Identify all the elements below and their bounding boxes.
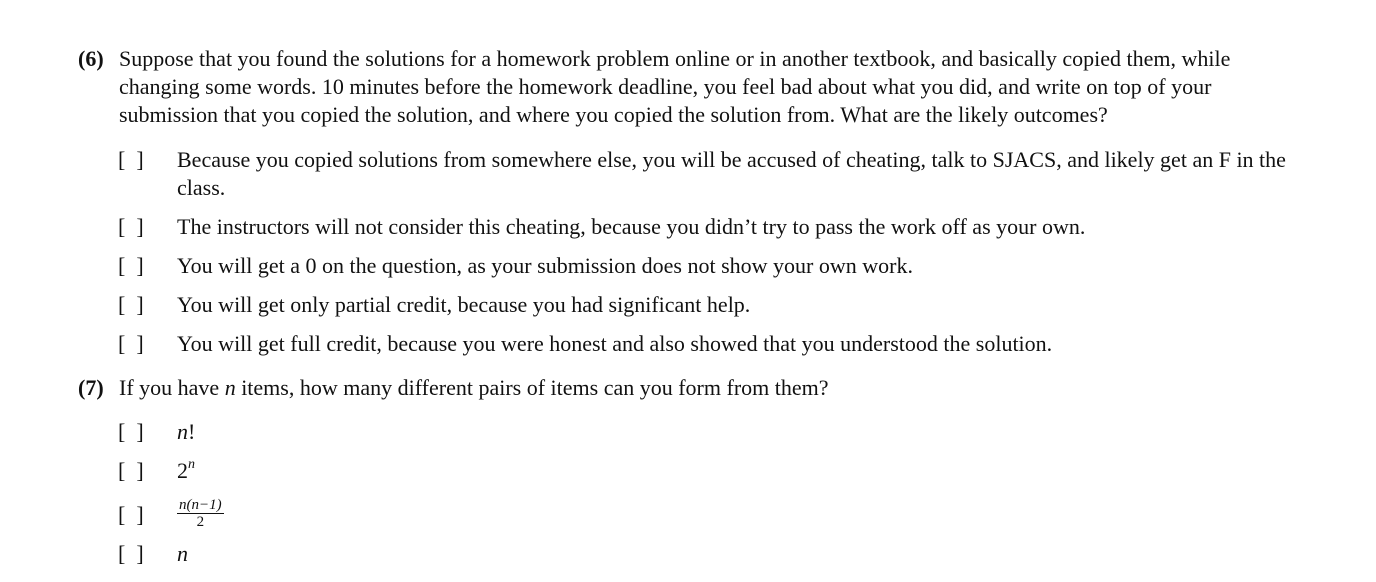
question-7 xyxy=(78,374,1293,402)
q7-option-2[interactable] xyxy=(118,457,1293,485)
option-text xyxy=(177,540,1293,568)
checkbox[interactable]: [ ] xyxy=(118,292,144,317)
q6-option-5[interactable] xyxy=(118,330,1293,358)
q6-option-4[interactable] xyxy=(118,291,1293,319)
checkbox[interactable]: [ ] xyxy=(118,419,144,444)
checkbox[interactable]: [ ] xyxy=(118,541,144,566)
option-text xyxy=(177,497,1293,533)
q6-option-1[interactable] xyxy=(118,146,1293,202)
math-base: 2 xyxy=(177,458,188,483)
question-number: (6) xyxy=(78,46,104,71)
q7-option-3[interactable] xyxy=(118,497,1293,533)
math-exponent: n xyxy=(188,457,195,472)
option-text xyxy=(177,457,1293,485)
variable-n: n xyxy=(224,375,236,400)
checkbox[interactable]: [ ] xyxy=(118,331,144,356)
question-text: Suppose that you found the solutions for a homework problem online or in another textbook, and basically copied them, while changing some words. 10 minutes before the homework deadline, you feel bad about what you did, and write on top of your submission that you copied the solution, and where you copied the solution from. What are the likely outcomes? xyxy=(119,46,1231,127)
math-base: n xyxy=(177,419,188,444)
fraction-denominator: 2 xyxy=(196,514,205,530)
option-text: You will get full credit, because you were honest and also showed that you understood the solution. xyxy=(177,331,1053,356)
option-text: You will get a 0 on the question, as your submission does not show your own work. xyxy=(177,253,913,278)
q6-option-2[interactable] xyxy=(118,213,1293,241)
math-base: n xyxy=(177,541,188,566)
fraction xyxy=(177,497,224,530)
fraction-numerator: n(n−1) xyxy=(179,497,222,513)
checkbox[interactable]: [ ] xyxy=(118,147,144,172)
q6-option-3[interactable] xyxy=(118,252,1293,280)
question-6 xyxy=(78,45,1293,129)
option-text: The instructors will not consider this cheating, because you didn’t try to pass the work off as your own. xyxy=(177,214,1086,239)
checkbox[interactable]: [ ] xyxy=(118,502,144,527)
question-text xyxy=(119,374,1293,402)
question-text-start: If you have xyxy=(119,375,225,400)
math-suffix: ! xyxy=(188,419,196,444)
question-number: (7) xyxy=(78,375,104,400)
option-text xyxy=(177,418,1293,446)
q7-option-4[interactable] xyxy=(118,540,1293,568)
checkbox[interactable]: [ ] xyxy=(118,253,144,278)
option-text: You will get only partial credit, because you had significant help. xyxy=(177,292,751,317)
checkbox[interactable]: [ ] xyxy=(118,214,144,239)
q7-option-1[interactable] xyxy=(118,418,1293,446)
option-text: Because you copied solutions from somewhere else, you will be accused of cheating, talk to SJACS, and likely get an F in the class. xyxy=(177,147,1286,200)
question-text-end: items, how many different pairs of items can you form from them? xyxy=(235,375,829,400)
checkbox[interactable]: [ ] xyxy=(118,458,144,483)
